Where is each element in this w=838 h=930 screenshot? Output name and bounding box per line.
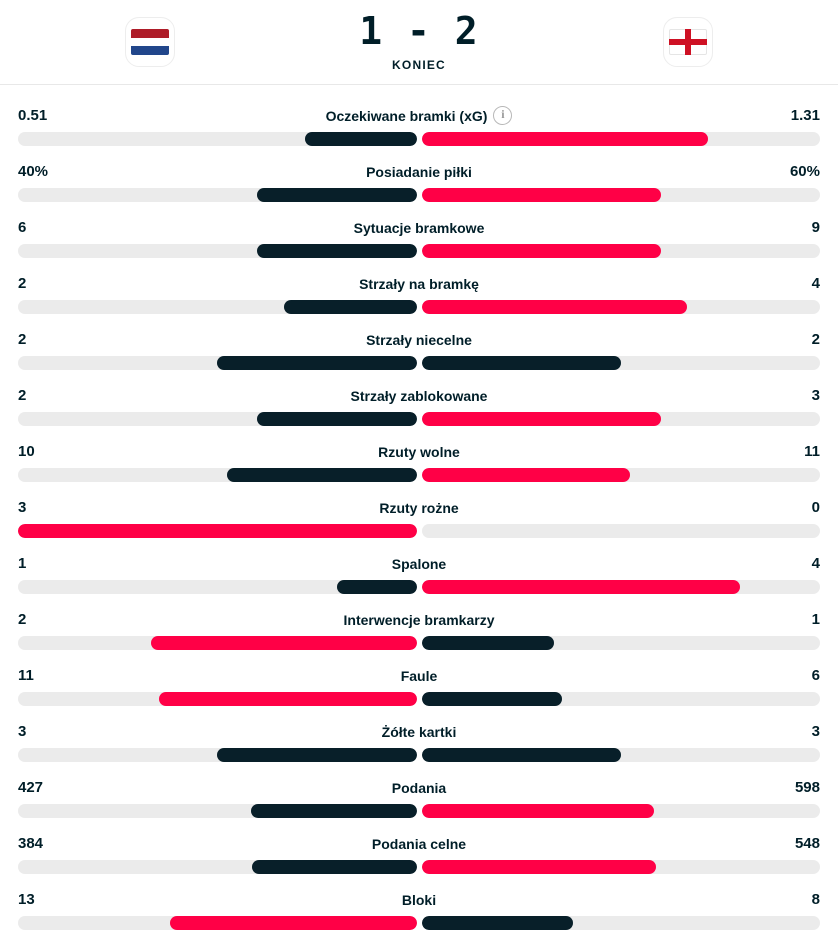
away-bar-track [422,580,821,594]
stat-bars [18,468,820,482]
stat-label: Rzuty rożne [379,500,459,516]
home-bar-fill [170,916,417,930]
stat-label-wrap [88,331,750,349]
home-value: 427 [18,779,44,796]
away-bar-fill [422,860,656,874]
home-bar-track [18,580,417,594]
home-bar-track [18,412,417,426]
away-bar-track [422,132,821,146]
stat-label-wrap [88,611,750,629]
nl-flag-blue-stripe [131,46,169,55]
home-bar-track [18,916,417,930]
stat-label: Strzały zablokowane [350,388,488,404]
home-bar-fill [284,300,417,314]
home-value: 2 [18,275,27,292]
home-bar-track [18,636,417,650]
netherlands-flag-icon [131,29,169,55]
home-bar-track [18,748,417,762]
stat-row [18,555,820,594]
away-value: 11 [804,443,820,460]
stat-head [18,106,820,125]
stat-row [18,611,820,650]
stat-label: Bloki [401,892,437,908]
england-flag-icon [669,29,707,55]
away-bar-fill [422,692,563,706]
stat-bars [18,244,820,258]
stat-bars [18,300,820,314]
home-bar-track [18,692,417,706]
stat-label-wrap [88,275,750,293]
away-value: 2 [811,331,820,348]
stat-bars [18,524,820,538]
away-bar-track [422,188,821,202]
stat-label-wrap [88,219,750,237]
stat-label-wrap [88,387,750,405]
home-bar-track [18,804,417,818]
away-value: 3 [811,723,820,740]
home-bar-fill [227,468,417,482]
away-bar-track [422,860,821,874]
stat-bars [18,804,820,818]
stat-label-wrap [88,723,750,741]
home-bar-fill [257,188,416,202]
home-value: 0.51 [18,106,48,124]
home-bar-fill [251,804,417,818]
home-value: 6 [18,219,27,236]
home-bar-fill [257,244,416,258]
home-bar-track [18,188,417,202]
stat-row [18,723,820,762]
match-status: KONIEC [392,58,446,72]
stat-bars [18,132,820,146]
home-value: 40% [18,163,49,180]
stat-bars [18,748,820,762]
stat-label: Sytuacje bramkowe [353,220,485,236]
away-bar-fill [422,412,661,426]
away-bar-fill [422,580,741,594]
stat-row [18,443,820,482]
away-value: 0 [811,499,820,516]
away-bar-track [422,804,821,818]
home-bar-fill [252,860,416,874]
away-value: 548 [794,835,820,852]
stat-bars [18,916,820,930]
away-value: 4 [811,555,820,572]
home-value: 10 [18,443,35,460]
stat-label: Strzały na bramkę [359,276,479,292]
away-bar-track [422,748,821,762]
home-bar-fill [151,636,417,650]
stat-row [18,387,820,426]
away-bar-fill [422,244,661,258]
stat-label-wrap [88,163,750,181]
stat-head [18,555,820,573]
home-bar-fill [305,132,417,146]
home-value: 13 [18,891,35,908]
stat-bars [18,636,820,650]
away-bar-fill [422,804,654,818]
stat-head [18,331,820,349]
scoreboard [0,0,838,85]
stat-row [18,106,820,146]
away-bar-track [422,468,821,482]
home-bar-track [18,860,417,874]
home-value: 2 [18,331,27,348]
home-value: 2 [18,611,27,628]
stat-head [18,499,820,517]
stat-row [18,891,820,930]
home-bar-fill [18,524,417,538]
stat-bars [18,580,820,594]
home-bar-fill [217,748,416,762]
away-value: 1.31 [790,106,820,124]
stat-row [18,331,820,370]
stat-head [18,723,820,741]
stat-row [18,499,820,538]
info-circle-icon[interactable]: i [493,106,512,125]
stat-label-wrap [88,891,750,909]
match-score: 1 - 2 [359,9,479,53]
nl-flag-white-stripe [131,38,169,47]
stat-label: Żółte kartki [381,724,457,740]
away-bar-track [422,916,821,930]
away-bar-fill [422,356,621,370]
stat-label-wrap [88,555,750,573]
stat-row [18,835,820,874]
stat-label: Oczekiwane bramki (xG) [325,107,488,124]
stat-label: Strzały niecelne [366,332,472,348]
stat-head [18,891,820,909]
home-value: 2 [18,387,27,404]
home-bar-track [18,300,417,314]
stat-head [18,219,820,237]
away-team-flag-button[interactable] [663,17,713,67]
away-value: 4 [811,275,820,292]
away-bar-fill [422,636,555,650]
stat-label-wrap [88,443,750,461]
england-flag-cross-horizontal [669,39,707,45]
away-bar-track [422,636,821,650]
away-value: 60% [789,163,820,180]
stat-label: Rzuty wolne [378,444,460,460]
stat-head [18,835,820,853]
stat-label: Interwencje bramkarzy [343,612,495,628]
stat-head [18,275,820,293]
away-bar-track [422,524,821,538]
away-value: 9 [811,219,820,236]
stat-head [18,667,820,685]
home-bar-fill [337,580,417,594]
stat-label: Spalone [391,556,447,572]
stat-head [18,163,820,181]
home-bar-fill [159,692,417,706]
stat-bars [18,860,820,874]
away-bar-fill [422,916,574,930]
stat-bars [18,356,820,370]
away-bar-track [422,692,821,706]
away-value: 6 [811,667,820,684]
away-bar-track [422,300,821,314]
home-bar-track [18,356,417,370]
home-value: 3 [18,499,27,516]
home-bar-fill [257,412,416,426]
away-bar-fill [422,300,688,314]
home-team-flag-button[interactable] [125,17,175,67]
home-bar-track [18,244,417,258]
home-value: 1 [18,555,27,572]
away-bar-fill [422,748,621,762]
stat-bars [18,692,820,706]
away-bar-track [422,244,821,258]
stat-label: Faule [400,668,438,684]
home-value: 384 [18,835,44,852]
stat-label-wrap [88,667,750,685]
stat-label: Podania celne [371,836,467,852]
stat-head [18,387,820,405]
stat-row [18,275,820,314]
home-bar-track [18,524,417,538]
home-bar-fill [217,356,416,370]
nl-flag-red-stripe [131,29,169,38]
stat-bars [18,188,820,202]
away-value: 8 [811,891,820,908]
stat-row [18,667,820,706]
away-bar-track [422,356,821,370]
stat-label-wrap [88,499,750,517]
stat-label-wrap [88,835,750,853]
away-value: 598 [794,779,820,796]
stat-row [18,779,820,818]
stat-label: Podania [391,780,447,796]
home-value: 11 [18,667,34,684]
home-bar-track [18,132,417,146]
away-bar-fill [422,132,709,146]
stat-row [18,163,820,202]
stat-row [18,219,820,258]
stat-head [18,611,820,629]
stat-head [18,779,820,797]
away-bar-track [422,412,821,426]
away-bar-fill [422,468,631,482]
score-block [299,9,538,72]
stat-label-wrap [88,106,750,125]
stat-bars [18,412,820,426]
stat-head [18,443,820,461]
away-bar-fill [422,188,661,202]
stat-label-wrap [88,779,750,797]
match-stats-list [0,85,838,930]
home-value: 3 [18,723,27,740]
away-value: 3 [811,387,820,404]
away-value: 1 [811,611,820,628]
home-bar-track [18,468,417,482]
stat-label: Posiadanie piłki [366,164,472,180]
